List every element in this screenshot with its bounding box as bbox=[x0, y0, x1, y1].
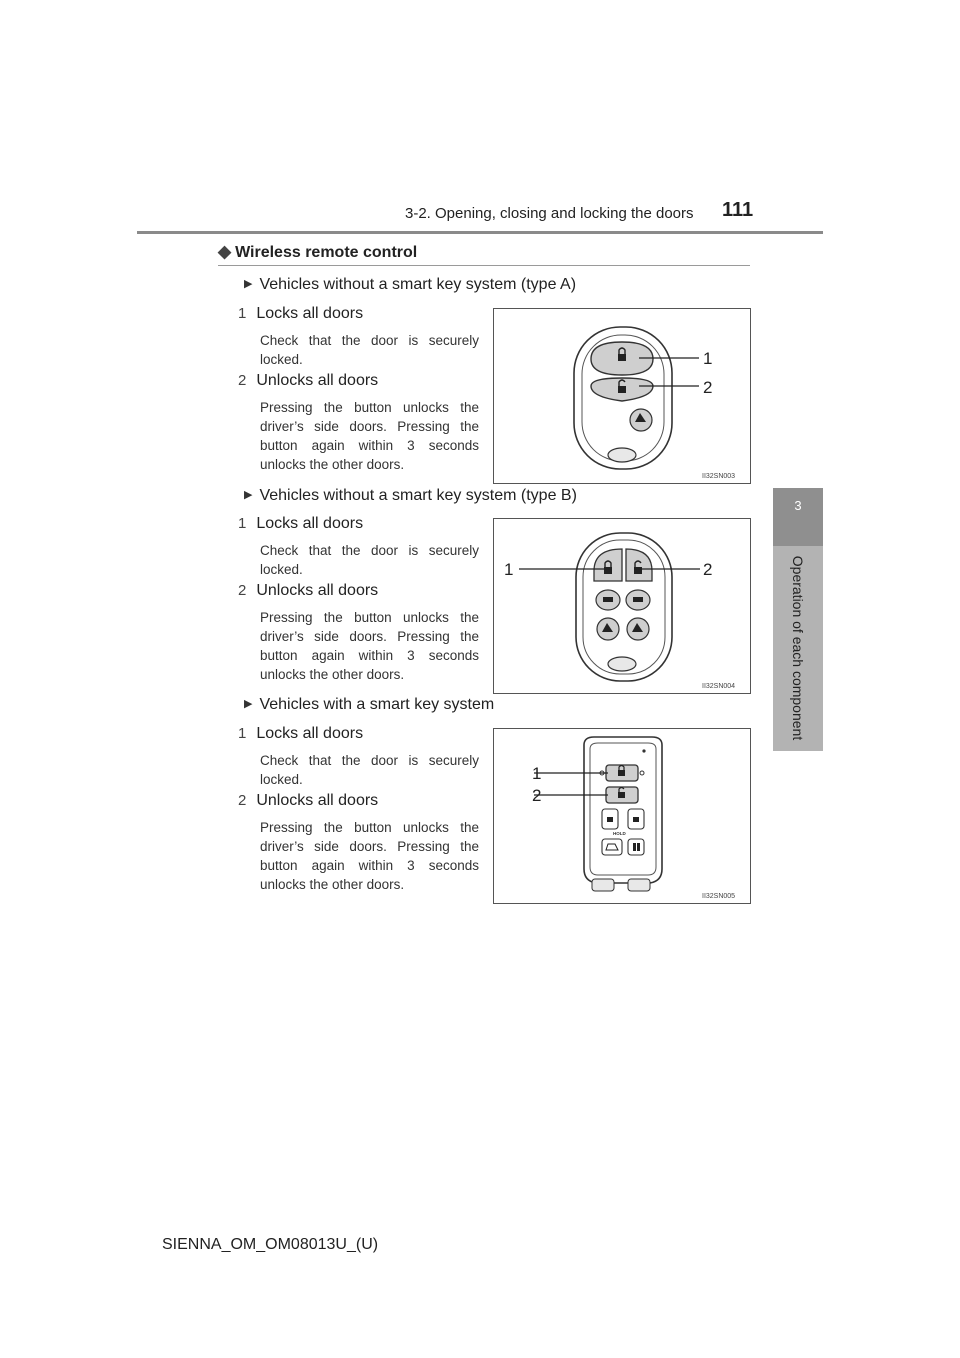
item-number: 2 bbox=[238, 792, 247, 809]
figure-remote-type-b bbox=[493, 518, 751, 694]
item-lock bbox=[238, 305, 363, 323]
section-rule bbox=[218, 265, 750, 266]
figure-smart-key bbox=[493, 728, 751, 904]
chapter-number: 3 bbox=[794, 498, 802, 513]
item-unlock bbox=[238, 582, 378, 600]
subsection-heading-smart-key: ▶ Vehicles with a smart key system bbox=[244, 696, 495, 713]
triangle-bullet-icon: ▶ bbox=[244, 489, 253, 501]
item-label: Locks all doors bbox=[256, 515, 364, 532]
item-label: Locks all doors bbox=[256, 305, 364, 322]
item-description: Check that the door is securely locked. bbox=[260, 543, 479, 577]
callout-1: 1 bbox=[504, 560, 514, 579]
section-title-text: Wireless remote control bbox=[235, 244, 418, 261]
figure-code: II32SN003 bbox=[702, 473, 736, 480]
item-label: Unlocks all doors bbox=[256, 372, 379, 389]
item-description: Pressing the button unlocks the driver’s side doors. Pressing the button again within 3 seconds unlocks the other doors. bbox=[260, 610, 479, 682]
figure-code: II32SN004 bbox=[702, 683, 736, 690]
triangle-bullet-icon: ▶ bbox=[244, 278, 253, 290]
item-label: Unlocks all doors bbox=[256, 792, 379, 809]
remote-type-a-illustration bbox=[494, 309, 750, 483]
subsection-heading-type-a: ▶ Vehicles without a smart key system (type A) bbox=[244, 276, 577, 293]
hold-label: HOLD bbox=[613, 831, 626, 836]
item-label: Locks all doors bbox=[256, 725, 364, 742]
callout-2: 2 bbox=[703, 560, 713, 579]
diamond-icon: ◆ bbox=[218, 242, 232, 261]
subsection-heading-type-b: ▶ Vehicles without a smart key system (type B) bbox=[244, 487, 577, 504]
item-description: Pressing the button unlocks the driver’s side doors. Pressing the button again within 3 seconds unlocks the other doors. bbox=[260, 400, 479, 472]
section-title bbox=[218, 242, 417, 262]
item-number: 2 bbox=[238, 372, 247, 389]
item-lock bbox=[238, 725, 363, 743]
page-number: 111 bbox=[722, 199, 754, 221]
item-number: 1 bbox=[238, 305, 247, 322]
item-number: 1 bbox=[238, 515, 247, 532]
figure-code: II32SN005 bbox=[702, 893, 736, 900]
figure-remote-type-a bbox=[493, 308, 751, 484]
item-number: 2 bbox=[238, 582, 247, 599]
item-lock bbox=[238, 515, 363, 533]
triangle-bullet-icon: ▶ bbox=[244, 698, 253, 710]
document-footer-id: SIENNA_OM_OM08013U_(U) bbox=[162, 1236, 379, 1253]
item-unlock bbox=[238, 792, 378, 810]
callout-1: 1 bbox=[703, 349, 713, 368]
header-rule bbox=[137, 231, 823, 234]
chapter-tab-number bbox=[773, 488, 823, 546]
item-unlock bbox=[238, 372, 378, 390]
item-description: Pressing the button unlocks the driver’s side doors. Pressing the button again within 3 seconds unlocks the other doors. bbox=[260, 820, 479, 892]
chapter-tab bbox=[773, 546, 823, 751]
running-header: 3-2. Opening, closing and locking the doors bbox=[405, 205, 694, 222]
item-number: 1 bbox=[238, 725, 247, 742]
item-description: Check that the door is securely locked. bbox=[260, 753, 479, 787]
callout-1: 1 bbox=[532, 764, 542, 783]
smart-key-illustration bbox=[494, 729, 750, 903]
chapter-title: Operation of each component bbox=[790, 555, 806, 741]
remote-type-b-illustration bbox=[494, 519, 750, 693]
item-label: Unlocks all doors bbox=[256, 582, 379, 599]
item-description: Check that the door is securely locked. bbox=[260, 333, 479, 367]
callout-2: 2 bbox=[703, 378, 713, 397]
callout-2: 2 bbox=[532, 786, 542, 805]
